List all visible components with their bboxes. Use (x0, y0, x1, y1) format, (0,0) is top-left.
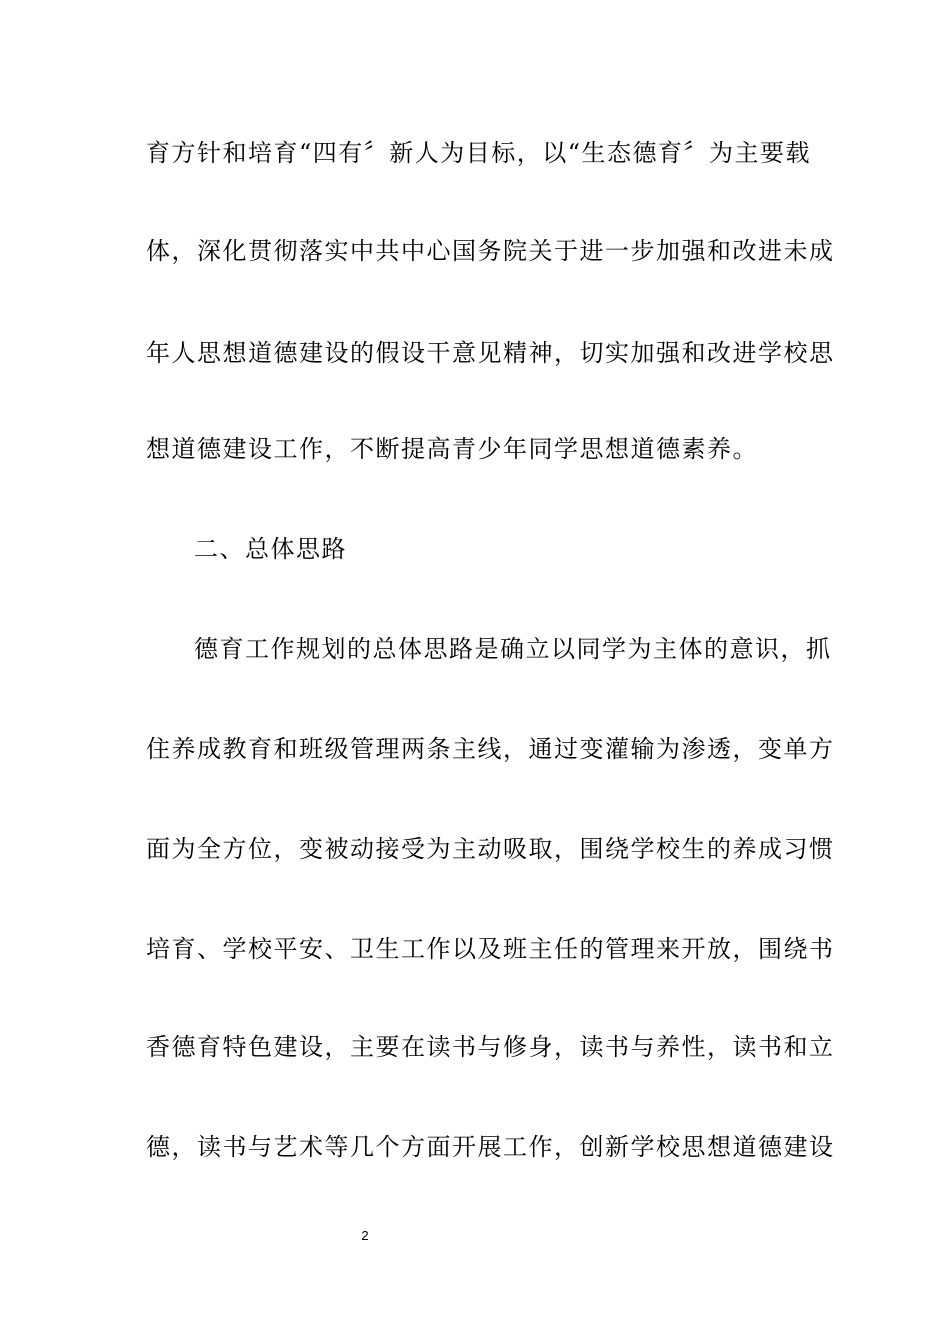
paragraph-1-line-3: 年人思想道德建设的假设干意见精神，切实加强和改进学校思 (146, 339, 835, 367)
paragraph-2-line-2: 住养成教育和班级管理两条主线，通过变灌输为渗透，变单方 (146, 735, 835, 763)
paragraph-1-line-1: 育方针和培育“四有〞新人为目标，以“生态德育〞为主要载 (146, 139, 812, 167)
section-heading: 二、总体思路 (194, 535, 347, 563)
paragraph-2-line-5: 香德育特色建设，主要在读书与修身，读书与养性，读书和立 (146, 1033, 835, 1061)
paragraph-1-line-2: 体，深化贯彻落实中共中心国务院关于进一步加强和改进未成 (146, 237, 835, 265)
page-number: 2 (361, 1228, 369, 1243)
paragraph-1-line-4: 想道德建设工作，不断提高青少年同学思想道德素养。 (146, 435, 758, 463)
paragraph-2-line-6: 德，读书与艺术等几个方面开展工作，创新学校思想道德建设 (146, 1133, 835, 1161)
paragraph-2-line-1: 德育工作规划的总体思路是确立以同学为主体的意识，抓 (194, 635, 832, 663)
paragraph-2-line-3: 面为全方位，变被动接受为主动吸取，围绕学校生的养成习惯 (146, 835, 835, 863)
paragraph-2-line-4: 培育、学校平安、卫生工作以及班主任的管理来开放，围绕书 (146, 935, 835, 963)
